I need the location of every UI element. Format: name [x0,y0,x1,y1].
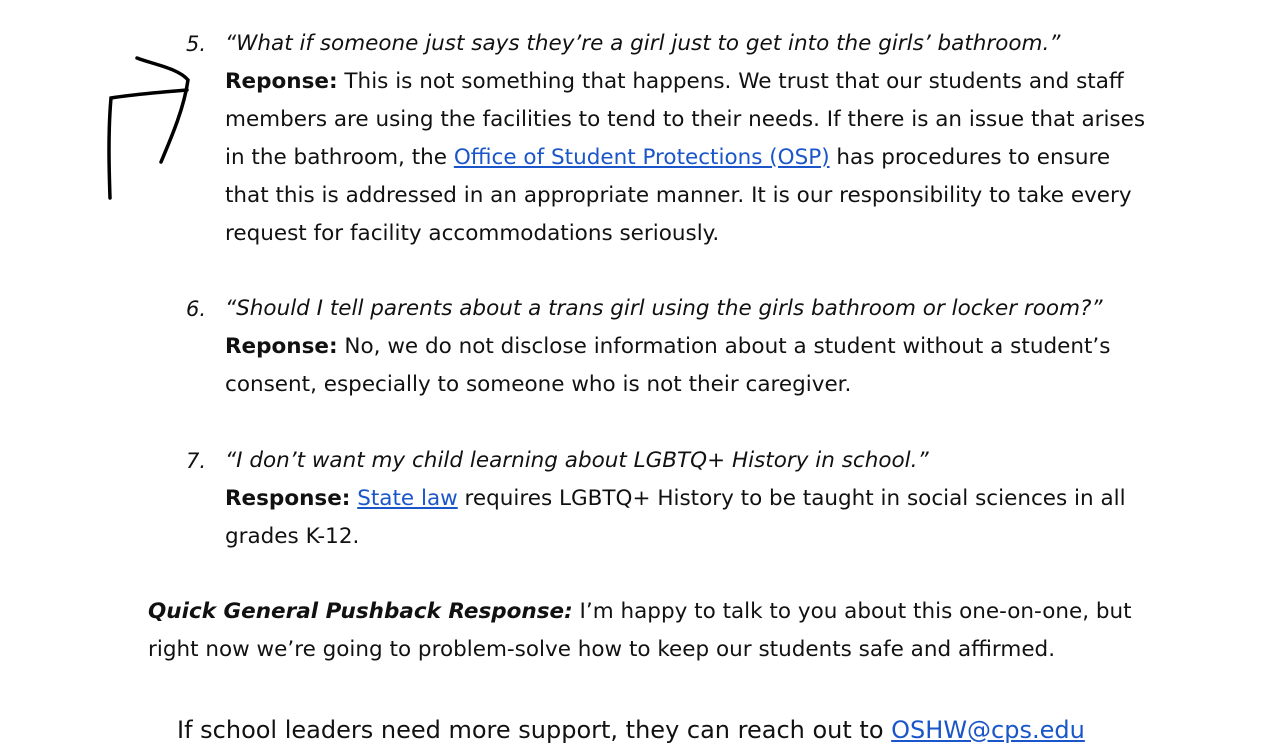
faq-item-5 [186,25,1146,253]
quick-response-label: Quick General Pushback Response: [148,599,573,624]
response-label: Reponse: [225,334,338,359]
response-label: Response: [225,486,351,511]
quick-pushback-response [148,593,1158,669]
response-text: requires LGBTQ+ History to be taught in social sciences in all grades K-12. [225,486,1126,549]
response-text-continued: has procedures to ensure that this is addressed in an appropriate manner. It is our responsibility to take every request for facility accommodations seriously. [225,145,1132,246]
item-number: 5. [186,32,207,56]
handwritten-seven-mark-icon [100,50,200,210]
item-number: 6. [186,297,207,321]
item-number: 7. [186,449,207,473]
response-text: No, we do not disclose information about a student without a student’s consent, especially to someone who is not their caregiver. [225,334,1111,397]
response-label: Reponse: [225,69,338,94]
support-footer [177,712,1085,748]
state-law-link[interactable]: State law [357,486,458,511]
question-text: “I don’t want my child learning about LGBTQ+ History in school.” [225,448,929,473]
osp-link[interactable]: Office of Student Protections (OSP) [453,145,830,170]
question-text: “Should I tell parents about a trans girl using the girls bathroom or locker room?” [225,296,1103,321]
footer-text: If school leaders need more support, they can reach out to [177,716,892,744]
faq-item-6 [186,290,1146,404]
question-text: “What if someone just says they’re a girl just to get into the girls’ bathroom.” [225,31,1061,56]
response-text: This is not something that happens. We trust that our students and staff members are using the facilities to tend to their needs. If there is an issue that arises in the bathroom, the [225,69,1146,170]
faq-item-7 [186,442,1146,556]
quick-response-text: I’m happy to talk to you about this one-on-one, but right now we’re going to problem-solve how to keep our students safe and affirmed. [148,599,1132,662]
email-link[interactable]: OSHW@cps.edu [891,716,1085,744]
